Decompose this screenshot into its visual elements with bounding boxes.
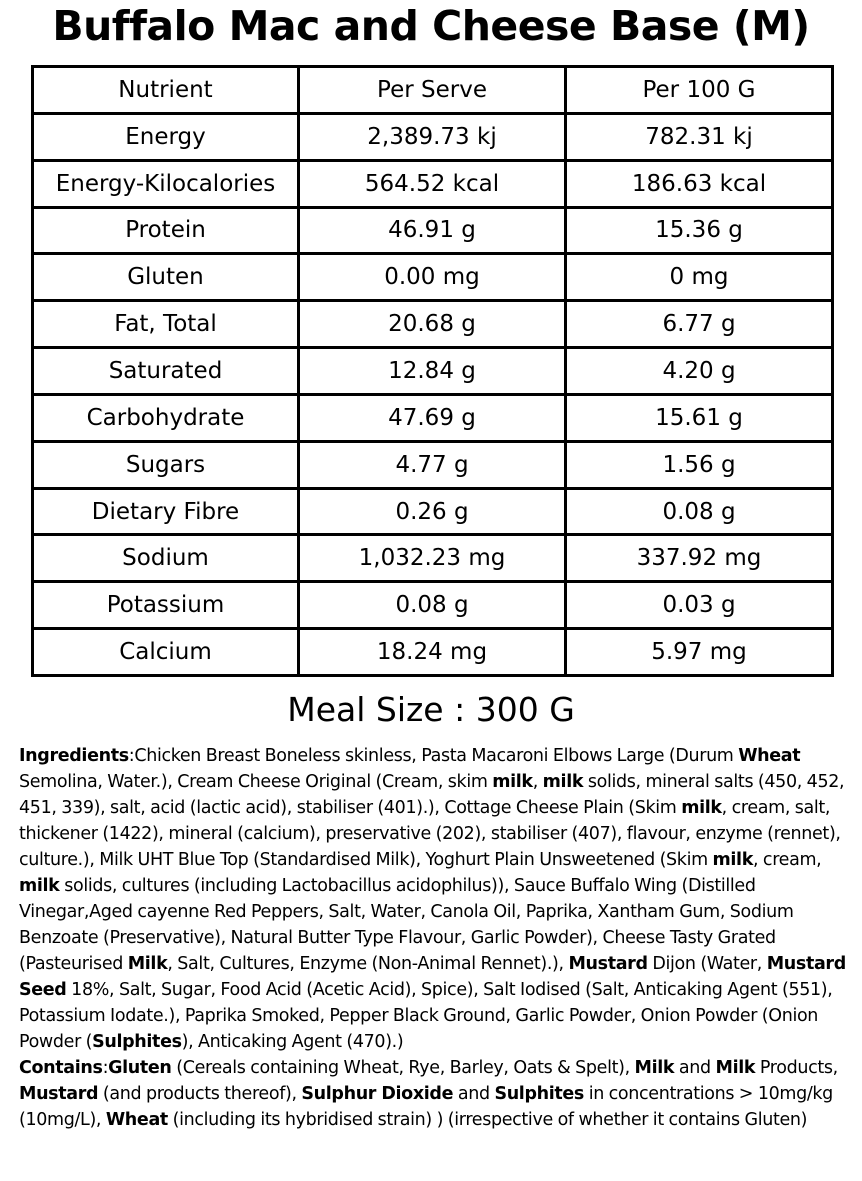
cell-per-serve: 46.91 g [299,207,566,254]
table-row [33,254,833,301]
table-row [33,394,833,441]
bold-term: Mustard Seed [19,954,846,1000]
text-segment: solids, cultures (including Lactobacillus acidophilus)), Sauce Buffalo Wing (Distilled Vinegar,Aged cayenne Red Peppers, Salt, Water, Canola Oil, Paprika, Xantham Gum, Sodium Benzoate (Preservative), Natural Butter Type Flavour, Garlic Powder), Cheese Tasty Grated (Pasteurised [19,876,794,974]
cell-per-serve: 2,389.73 kj [299,113,566,160]
cell-per-serve: 47.69 g [299,394,566,441]
bold-term: Sulphites [92,1032,182,1052]
cell-per-serve: 1,032.23 mg [299,535,566,582]
ingredients-text [19,743,849,1055]
cell-nutrient: Fat, Total [33,301,299,348]
cell-nutrient: Saturated [33,348,299,395]
cell-nutrient: Potassium [33,582,299,629]
cell-nutrient: Energy [33,113,299,160]
cell-per-100g: 0.03 g [566,582,833,629]
cell-per-100g: 4.20 g [566,348,833,395]
table-row [33,301,833,348]
bold-term: milk [492,772,533,792]
cell-per-serve: 564.52 kcal [299,160,566,207]
text-segment: ), Anticaking Agent (470).) [181,1032,404,1052]
text-segment: (including its hybridised strain) ) (irrespective of whether it contains Gluten) [167,1110,808,1130]
table-row [33,113,833,160]
table-row [33,582,833,629]
cell-per-100g: 6.77 g [566,301,833,348]
text-segment: (Cereals containing Wheat, Rye, Barley, Oats & Spelt), [171,1058,635,1078]
cell-nutrient: Gluten [33,254,299,301]
text-segment: : [102,1058,109,1078]
table-row [33,629,833,676]
bold-term: Contains [19,1058,103,1078]
cell-per-100g: 15.36 g [566,207,833,254]
bold-term: Sulphur Dioxide [301,1084,454,1104]
cell-nutrient: Calcium [33,629,299,676]
text-segment: , [532,772,543,792]
cell-per-100g: 186.63 kcal [566,160,833,207]
bold-term: Mustard [19,1084,99,1104]
bold-term: Milk [127,954,168,974]
cell-per-100g: 337.92 mg [566,535,833,582]
cell-per-serve: 0.00 mg [299,254,566,301]
bold-term: Sulphites [494,1084,584,1104]
contains-text [19,1055,849,1133]
text-segment: , Salt, Cultures, Enzyme (Non-Animal Rennet).), [167,954,569,974]
cell-per-100g: 0 mg [566,254,833,301]
cell-per-serve: 0.26 g [299,488,566,535]
table-row [33,488,833,535]
nutrition-table [31,65,834,677]
table-row [33,207,833,254]
bold-term: Milk [634,1058,675,1078]
text-segment: solids, mineral salts (450, 452, 451, 339), salt, acid (lactic acid), stabiliser (401).), Cottage Cheese Plain (Skim [19,772,845,818]
cell-per-serve: 0.08 g [299,582,566,629]
cell-nutrient: Protein [33,207,299,254]
bold-term: Wheat [105,1110,168,1130]
text-segment: :Chicken Breast Boneless skinless, Pasta Macaroni Elbows Large (Durum [128,746,739,766]
cell-per-100g: 1.56 g [566,441,833,488]
text-segment: , cream, salt, thickener (1422), mineral (calcium), preservative (202), stabiliser (407), flavour, enzyme (rennet), culture.), Milk UHT Blue Top (Standardised Milk), Yoghurt Plain Unsweetened (Skim [19,798,841,870]
text-segment: and [674,1058,716,1078]
cell-nutrient: Carbohydrate [33,394,299,441]
meal-size: Meal Size : 300 G [287,690,575,729]
cell-nutrient: Dietary Fibre [33,488,299,535]
bold-term: Milk [715,1058,756,1078]
table-header-row [33,67,833,114]
text-segment: Products, [755,1058,838,1078]
cell-per-100g: 0.08 g [566,488,833,535]
cell-nutrient: Sodium [33,535,299,582]
text-segment: , cream, [753,850,822,870]
cell-per-100g: 5.97 mg [566,629,833,676]
text-segment: and [453,1084,495,1104]
nutrition-table-body [33,67,833,676]
bold-term: milk [542,772,584,792]
bold-term: Ingredients [19,746,129,766]
bold-term: Mustard [568,954,648,974]
bold-term: Wheat [738,746,801,766]
header-nutrient: Nutrient [33,67,299,114]
cell-per-serve: 18.24 mg [299,629,566,676]
table-row [33,441,833,488]
text-segment: (and products thereof), [98,1084,302,1104]
text-segment: in concentrations > 10mg/kg (10mg/L), [19,1084,833,1130]
bold-term: milk [19,876,60,896]
table-row [33,535,833,582]
ingredients-section [19,743,849,1133]
text-segment: Dijon (Water, [647,954,767,974]
cell-per-serve: 20.68 g [299,301,566,348]
table-row [33,348,833,395]
text-segment: 18%, Salt, Sugar, Food Acid (Acetic Acid), Spice), Salt Iodised (Salt, Anticaking Agent (551), Potassium Iodate.), Paprika Smoked, Pepper Black Ground, Garlic Powder, Onion Powder (Onion Powder ( [19,980,833,1052]
bold-term: milk [681,798,722,818]
bold-term: Gluten [108,1058,172,1078]
cell-per-100g: 782.31 kj [566,113,833,160]
cell-per-100g: 15.61 g [566,394,833,441]
cell-nutrient: Sugars [33,441,299,488]
page-title: Buffalo Mac and Cheese Base (M) [52,2,810,50]
cell-per-serve: 12.84 g [299,348,566,395]
cell-per-serve: 4.77 g [299,441,566,488]
header-per-100g: Per 100 G [566,67,833,114]
header-per-serve: Per Serve [299,67,566,114]
text-segment: Semolina, Water.), Cream Cheese Original (Cream, skim [19,772,493,792]
cell-nutrient: Energy-Kilocalories [33,160,299,207]
table-row [33,160,833,207]
bold-term: milk [712,850,753,870]
